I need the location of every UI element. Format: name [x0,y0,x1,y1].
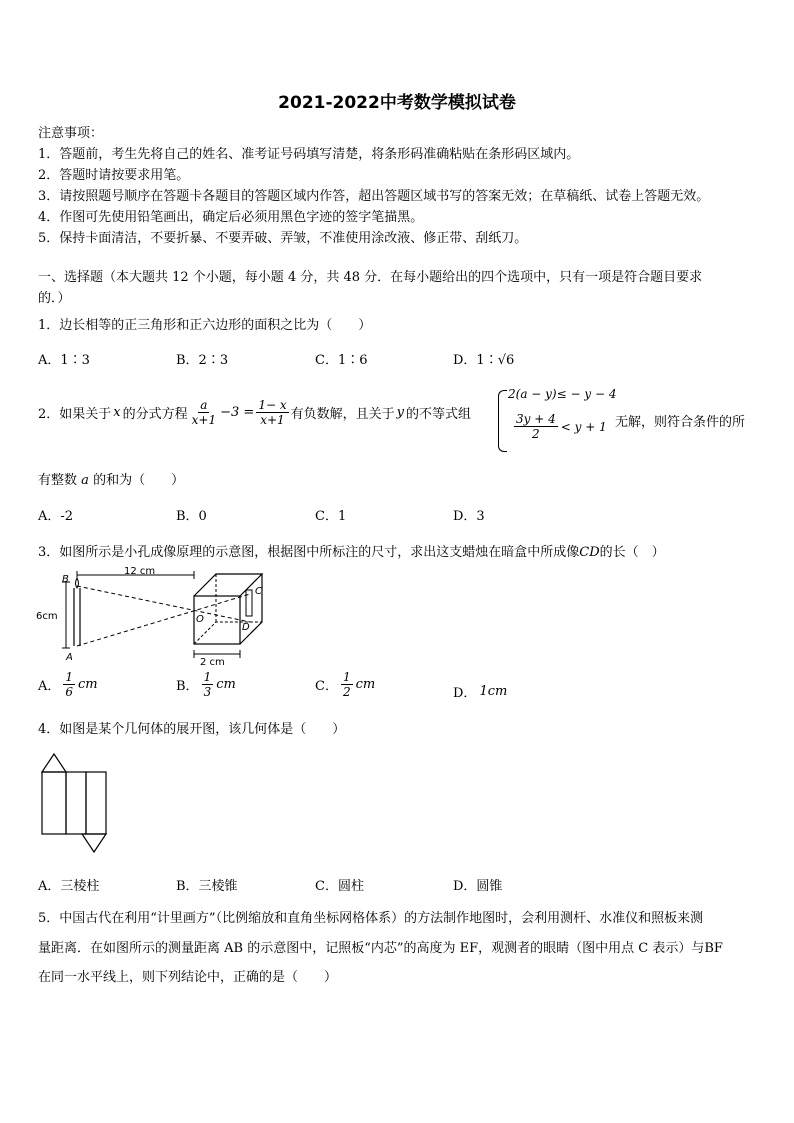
system-brace [498,390,507,452]
fraction-denominator: x+1 [191,413,217,427]
q2-option-a[interactable]: A．-2 [38,509,74,524]
label-12cm: 12 cm [124,566,156,577]
q3-cd: CD [579,545,600,560]
q2-option-d[interactable]: D．3 [453,509,485,524]
q2-ineq-rhs: < y + 1 [560,419,607,434]
fraction-numerator: 1− x [258,398,287,412]
option-fraction [63,670,75,699]
q4-option-a[interactable]: A．三棱柱 [38,879,100,894]
q3-option-b[interactable] [176,670,236,699]
question-5-stem: 5．中国古代在利用“计里画方”（比例缩放和直角坐标网格体系）的方法制作地图时，会利用测杆、水准仪和照板来测 [38,911,704,926]
fraction-denominator: 6 [65,685,74,699]
option-unit: cm [78,677,98,692]
label-d: D [242,622,250,633]
fraction-numerator: 3y + 4 [516,412,556,426]
option-unit: cm [216,677,236,692]
question-3-stem [38,541,665,560]
q2-text: 无解，则符合条件的所 [615,415,746,430]
notice-item: 1．答题前，考生先将自己的姓名、准考证号码填写清楚，将条形码准确粘贴在条形码区域内。 [38,147,580,162]
q3-text: 3．如图所示是小孔成像原理的示意图，根据图中所标注的尺寸，求出这支蜡烛在暗盒中所成像 [38,545,580,560]
question-1-stem: 1．边长相等的正三角形和正六边形的面积之比为（ ） [38,318,372,333]
q2-text: 的分式方程 [122,407,188,422]
q1-option-d[interactable]: D．1∶√6 [453,353,515,368]
q4-option-d[interactable]: D．圆锥 [453,879,503,894]
fraction-numerator: 1 [203,670,212,684]
notice-item: 5．保持卡面清洁，不要折暴、不要弄破、弄皱，不准使用涂改液、修正带、刮纸刀。 [38,231,528,246]
option-prefix: C． [315,679,338,694]
q2-var: y [396,405,404,420]
ray-top [77,586,250,622]
q2-text: 的和为（ ） [93,473,185,488]
page-title: 2021-2022中考数学模拟试卷 [278,93,516,113]
q3-option-c[interactable] [315,670,375,699]
q2-var: x [113,405,121,420]
q2-fraction [256,398,288,427]
option-prefix: A． [38,679,61,694]
option-prefix: D． [453,686,477,701]
option-unit: 1cm [479,684,508,699]
fraction-numerator: 1 [342,670,351,684]
fraction-denominator: 2 [342,685,351,699]
q2-text: 2．如果关于 [38,407,112,422]
notice-item: 2．答题时请按要求用笔。 [38,168,190,183]
q1-option-c[interactable]: C．1∶6 [315,353,368,368]
q1-option-b[interactable]: B．2∶3 [176,353,229,368]
notice-heading: 注意事项： [38,126,104,141]
fraction-denominator: 3 [203,685,212,699]
fraction-numerator: a [200,398,208,412]
notice-item: 4．作图可先使用铅笔画出，确定后必须用黑色字迹的签字笔描黑。 [38,210,424,225]
q2-text: 的不等式组 [405,407,471,422]
question-5-stem-cont: 量距离．在如图所示的测量距离 AB 的示意图中，记照板“内芯”的高度为 EF，观测者的眼睛（图中用点 C 表示）与BF [38,941,723,956]
question-2-stem-cont [38,469,184,488]
q4-option-b[interactable]: B．三棱锥 [176,879,238,894]
question-2-stem [38,398,471,427]
fraction-denominator: 2 [532,427,540,441]
fraction-denominator: x+1 [260,413,285,427]
q2-text: −3 = [220,405,255,420]
section-heading-cont: 的．） [38,291,71,306]
net-face-3 [86,772,106,834]
q2-var: a [81,473,89,488]
label-6cm: 6cm [36,611,58,622]
q2-option-c[interactable]: C．1 [315,509,347,524]
q4-option-c[interactable]: C．圆柱 [315,879,364,894]
option-prefix: B． [176,679,199,694]
option-fraction [341,670,353,699]
image-cd [246,590,252,616]
net-face-1 [42,772,66,834]
q3-option-d[interactable] [453,682,507,701]
q3-option-a[interactable] [38,670,98,699]
section-heading: 一、选择题（本大题共 12 个小题，每小题 4 分，共 48 分．在每小题给出的四个选项中，只有一项是符合题目要求 [38,270,703,285]
net-bottom-triangle [82,834,106,852]
q2-option-b[interactable]: B．0 [176,509,207,524]
net-figure [38,750,110,856]
q2-fraction [190,398,218,427]
pinhole-camera-figure [36,566,276,666]
q3-text: 的长（ ） [599,545,665,560]
q2-inequality-2 [514,412,607,441]
label-a: A [66,652,73,663]
notice-item: 3．请按照题号顺序在答题卡各题目的答题区域内作答，超出答题区域书写的答案无效；在草稿纸、试卷上答题无效。 [38,189,710,204]
question-5-stem-cont: 在同一水平线上，则下列结论中，正确的是（ ） [38,970,338,985]
net-face-2 [66,772,86,834]
label-o: O [196,614,204,625]
net-top-triangle [42,754,66,772]
q2-text: 有整数 [38,473,78,488]
q2-inequality-1: 2(a − y)≤ − y − 4 [508,387,617,401]
q2-ineq-fraction [514,412,558,441]
q1-option-a[interactable]: A．1∶3 [38,353,90,368]
q2-text: 有负数解，且关于 [290,407,395,422]
label-2cm: 2 cm [200,657,225,666]
option-fraction [202,670,214,699]
label-b: B [62,574,69,585]
option-unit: cm [355,677,376,692]
question-4-stem: 4．如图是某个几何体的展开图，该几何体是（ ） [38,722,346,737]
label-c: C [255,586,262,597]
fraction-numerator: 1 [65,670,74,684]
ray-bottom [77,594,250,646]
